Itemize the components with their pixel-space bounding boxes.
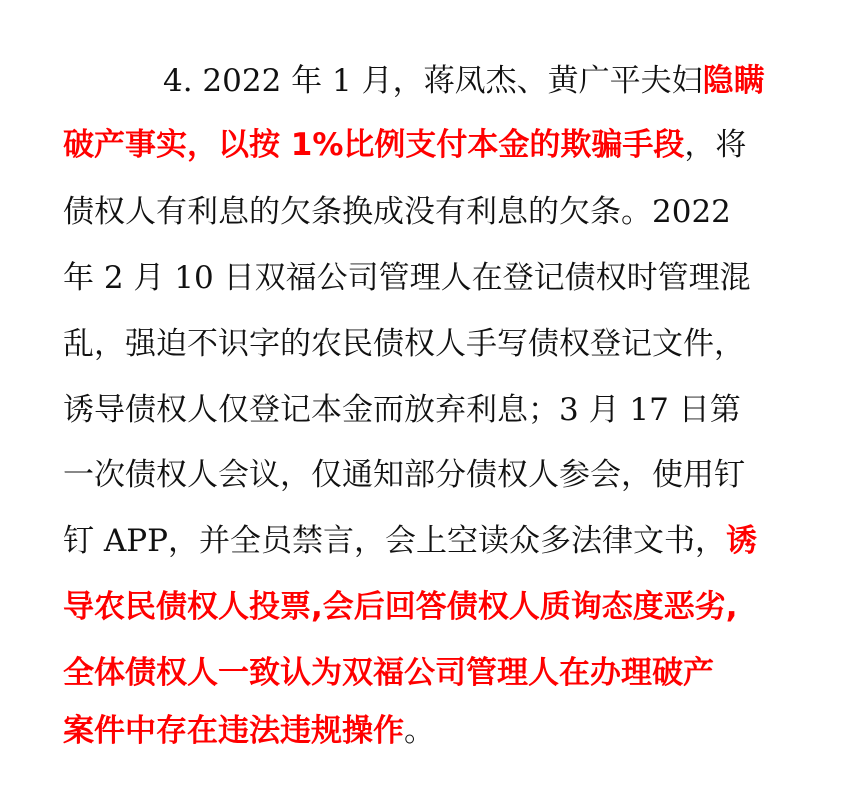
line-text: 年 2 月 10 日双福公司管理人在登记债权时管理混 bbox=[63, 260, 751, 296]
highlighted-text: 案件中存在违法违规操作 bbox=[63, 713, 404, 749]
paragraph-line-6 bbox=[63, 387, 741, 433]
highlighted-text: 破产事实，以按 1%比例支付本金的欺骗手段 bbox=[63, 127, 685, 163]
paragraph-line-11 bbox=[63, 708, 435, 754]
paragraph-line-9 bbox=[63, 584, 738, 630]
highlighted-text: 导农民债权人投票,会后回答债权人质询态度恶劣, bbox=[63, 589, 738, 625]
paragraph-line-8 bbox=[63, 518, 757, 564]
paragraph-line-1 bbox=[163, 58, 765, 104]
paragraph-line-5 bbox=[63, 321, 745, 367]
line-text: 钉 APP，并全员禁言，会上空读众多法律文书， bbox=[63, 523, 726, 559]
paragraph-line-7 bbox=[63, 452, 745, 498]
line-text: 一次债权人会议，仅通知部分债权人参会，使用钉 bbox=[63, 457, 745, 493]
paragraph-line-10 bbox=[63, 650, 714, 696]
paragraph-line-3 bbox=[63, 189, 731, 235]
paragraph-line-4 bbox=[63, 255, 751, 301]
line-text: 。 bbox=[404, 713, 435, 749]
line-text: 诱导债权人仅登记本金而放弃利息；3 月 17 日第 bbox=[63, 392, 741, 428]
line-text: 债权人有利息的欠条换成没有利息的欠条。2022 bbox=[63, 194, 731, 230]
line-text: 4. 2022 年 1 月，蒋凤杰、黄广平夫妇 bbox=[163, 63, 703, 99]
highlighted-text: 全体债权人一致认为双福公司管理人在办理破产 bbox=[63, 655, 714, 691]
line-text: ，将 bbox=[684, 127, 747, 163]
line-text: 乱，强迫不识字的农民债权人手写债权登记文件， bbox=[63, 326, 745, 362]
highlighted-text: 诱 bbox=[725, 523, 757, 559]
paragraph-line-2 bbox=[63, 122, 746, 168]
highlighted-text: 隐瞒 bbox=[702, 63, 765, 99]
